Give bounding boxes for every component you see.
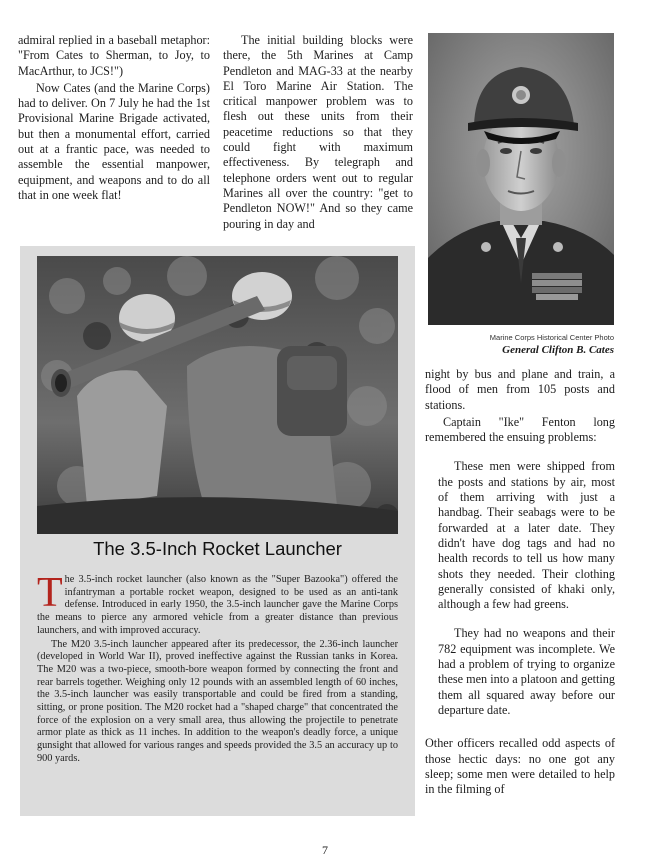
paragraph: night by bus and plane and train, a flood of men from 105 posts and stations.	[425, 367, 615, 412]
article-column-1	[18, 33, 210, 205]
portrait-caption: General Clifton B. Cates	[502, 344, 614, 356]
drop-cap: T	[37, 570, 63, 616]
sidebar-text	[37, 570, 398, 767]
paragraph: Captain "Ike" Fenton long remembered the ensuing problems:	[425, 414, 615, 445]
sidebar-paragraph-text: he 3.5-inch rocket launcher (also known as the "Super Bazooka") offered the infantryman a portable rocket weapon, designed to be used as an anti-tank defense. Introduced in early 1950, the 3.5-inch launcher gave the Marine Corps the means to pierce any armored vehicle from a greater distance than previous launchers, and with improved accuracy.	[37, 574, 398, 636]
rocket-launcher-sidebar	[20, 246, 415, 816]
sidebar-paragraph: The M20 3.5-inch launcher appeared after its predecessor, the 2.36-inch launcher (developed in World War II), proved ineffective against the Russian tanks in Korea. The M20 was a two-piece, smooth-bore weapon formed by connecting the front and rear barrels together. Weighing only 12 pounds with an assembled length of 60 inches, the 3.5-inch launcher was easily transportable and could be fired from a standing, sitting, or prone position. The M20 rocket had a "shaped charge" that concentrated the force of the explosion on a very small area, thus allowing the projectile to penetrate armor plate as thick as 11 inches. In addition to the weapon's deadly force, a unique gunsight that allowed for various ranges and speeds provided the 3.5 an accuracy up to 900 yards.	[37, 638, 398, 764]
sidebar-paragraph	[37, 570, 398, 638]
article-column-3	[425, 367, 615, 799]
block-quote: These men were shipped from the posts and stations by air, most of them arriving with just a handbag. Their seabags were to be forwarded at a later date. They didn't have dog tags and had no health records to tell us how many shots they needed. Their clothing generally consisted of khaki only, although a few had greens.	[438, 459, 615, 612]
article-column-2	[223, 33, 413, 234]
rocket-launcher-photo	[37, 256, 398, 534]
general-cates-portrait-photo	[428, 33, 614, 325]
paragraph: Now Cates (and the Marine Corps) had to deliver. On 7 July he had the 1st Provisional Marine Brigade activated, but then a monumental effort, carried out at a frantic pace, was needed to assemble the essential manpower, equipment, and weapons and to do all that in one week flat!	[18, 80, 210, 202]
paragraph: admiral replied in a baseball metaphor: "From Cates to Sherman, to Joy, to MacArthur, to JCS!")	[18, 33, 210, 78]
rocket-photo-image	[37, 256, 398, 534]
block-quote: They had no weapons and their 782 equipment was incomplete. We had a problem of trying to organize these men into a platoon and getting them all squared away before our departure date.	[438, 626, 615, 717]
portrait-image	[428, 33, 614, 325]
paragraph: Other officers recalled odd aspects of those hectic days: no one got any sleep; some men were detailed to help in the filming of	[425, 736, 615, 797]
sidebar-title: The 3.5-Inch Rocket Launcher	[93, 538, 342, 559]
page-number: 7	[322, 843, 328, 857]
paragraph: The initial building blocks were there, the 5th Marines at Camp Pendleton and MAG-33 at the nearby El Toro Marine Air Station. The critical manpower problem was to flesh out these units from their peacetime reductions so that they could fight with maximum effectiveness. By telegraph and telephone orders went out to regular Marines all over the country: "get to Pendleton NOW!" And so they came pouring in day and	[223, 33, 413, 231]
photo-credit: Marine Corps Historical Center Photo	[489, 333, 614, 342]
